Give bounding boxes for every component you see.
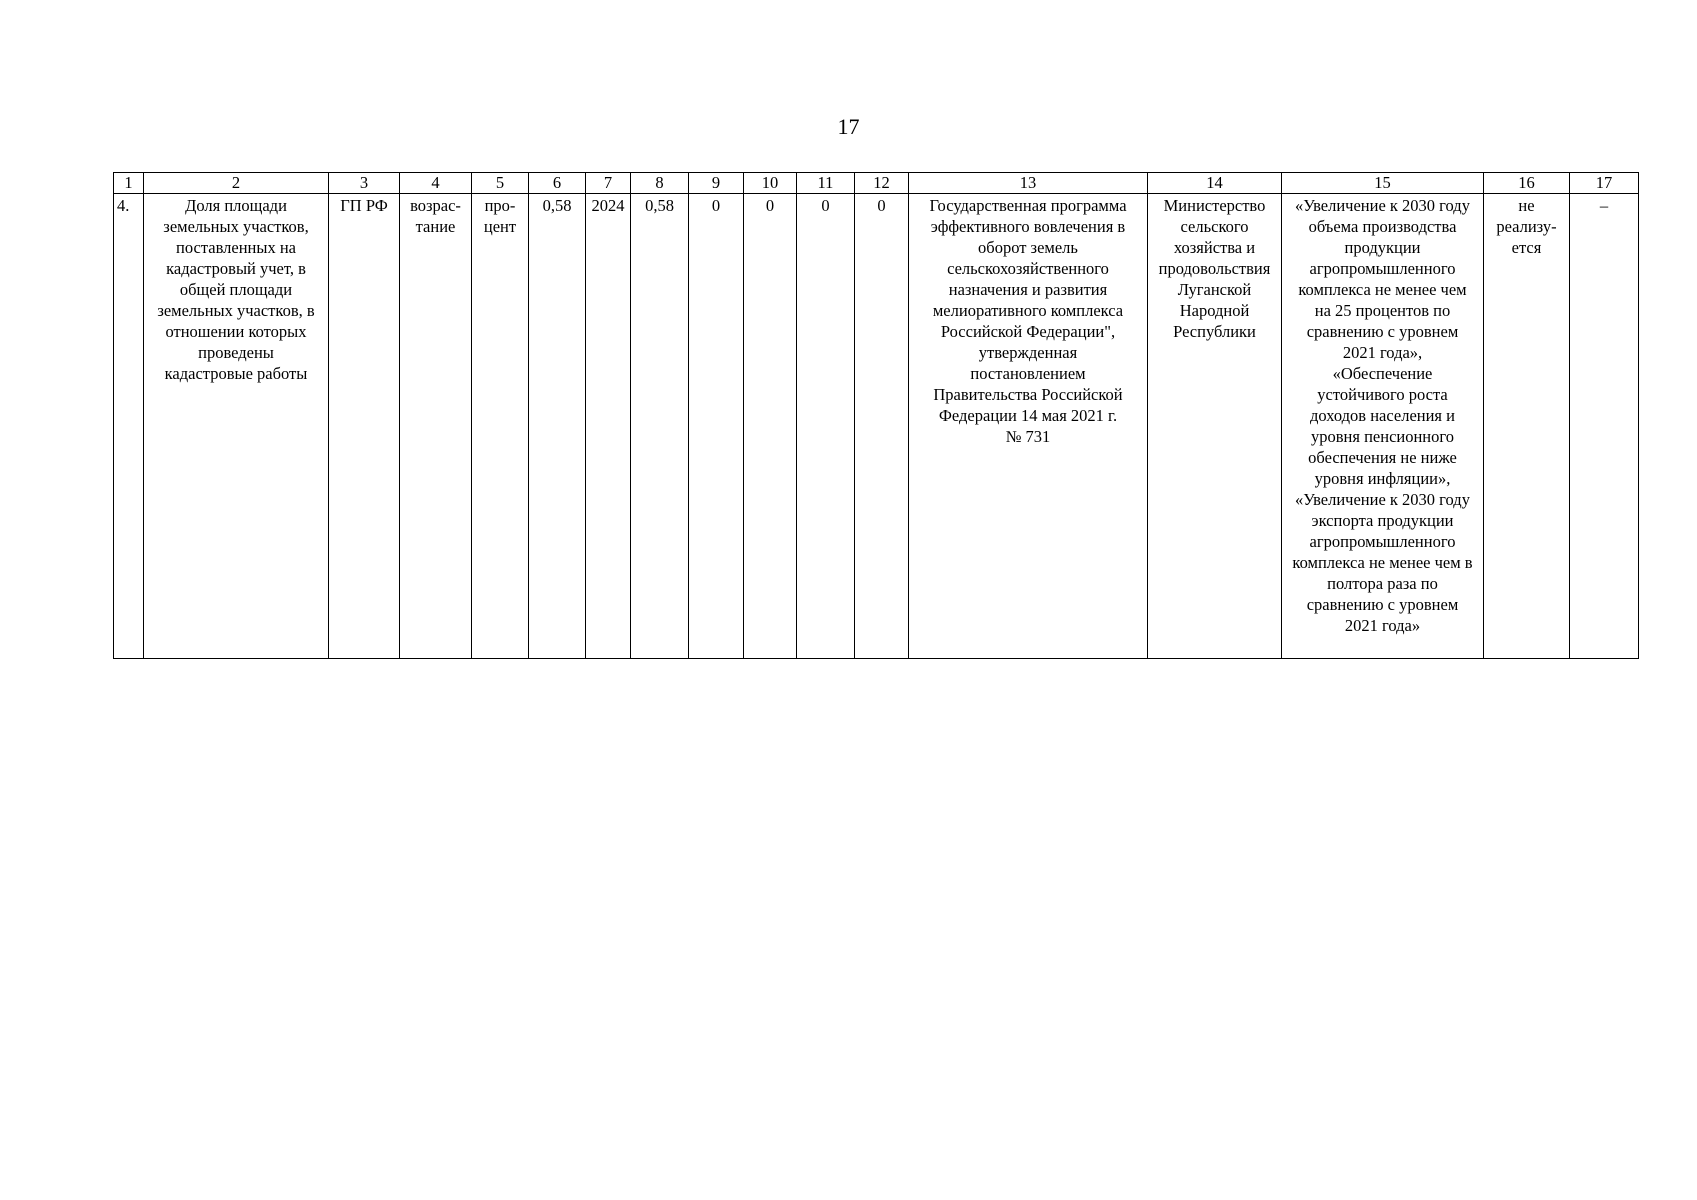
- value-cell: 0,58: [631, 194, 689, 659]
- column-number-header: 15: [1282, 173, 1484, 194]
- column-number-header: 17: [1570, 173, 1639, 194]
- column-number-header: 3: [329, 173, 400, 194]
- base-value-cell: 0,58: [529, 194, 586, 659]
- column-number-header: 7: [586, 173, 631, 194]
- value-cell: 0: [689, 194, 744, 659]
- header-row: [114, 173, 1639, 194]
- column-number-header: 12: [855, 173, 909, 194]
- column-number-header: 14: [1148, 173, 1282, 194]
- column-number-header: 4: [400, 173, 472, 194]
- level-cell: ГП РФ: [329, 194, 400, 659]
- row-number-cell: 4.: [114, 194, 144, 659]
- column-number-header: 11: [797, 173, 855, 194]
- table-row: [114, 194, 1639, 659]
- base-year-cell: 2024: [586, 194, 631, 659]
- value-cell: 0: [855, 194, 909, 659]
- value-cell: 0: [797, 194, 855, 659]
- indicator-name-cell: Доля площади земельных участков, поставленных на кадастровый учет, в общей площади земельных участков, в отношении которых проведены кадастровые работы: [144, 194, 329, 659]
- column-number-header: 2: [144, 173, 329, 194]
- page-number: 17: [837, 114, 860, 139]
- column-number-header: 9: [689, 173, 744, 194]
- document-cell: Государственная программа эффективного вовлечения в оборот земель сельскохозяйственного назначения и развития мелиоративного комплекса Российской Федерации", утвержденная постановлением Правительства Российской Федерации 14 мая 2021 г. № 731: [909, 194, 1148, 659]
- column-number-header: 5: [472, 173, 529, 194]
- column-number-header: 13: [909, 173, 1148, 194]
- column-number-header: 16: [1484, 173, 1570, 194]
- column-number-header: 1: [114, 173, 144, 194]
- indicators-table: [113, 172, 1639, 659]
- trend-cell: возрас- тание: [400, 194, 472, 659]
- note-cell: –: [1570, 194, 1639, 659]
- value-cell: 0: [744, 194, 797, 659]
- column-number-header: 6: [529, 173, 586, 194]
- goals-cell: «Увеличение к 2030 году объема производства продукции агропромышленного комплекса не менее чем на 25 процентов по сравнению с уровнем 2021 года», «Обеспечение устойчивого роста доходов населения и уровня пенсионного обеспечения не ниже уровня инфляции», «Увеличение к 2030 году экспорта продукции агропромышленного комплекса не менее чем в полтора раза по сравнению с уровнем 2021 года»: [1282, 194, 1484, 659]
- column-number-header: 10: [744, 173, 797, 194]
- status-cell: не реализу- ется: [1484, 194, 1570, 659]
- column-number-header: 8: [631, 173, 689, 194]
- responsible-cell: Министерство сельского хозяйства и продовольствия Луганской Народной Республики: [1148, 194, 1282, 659]
- unit-cell: про- цент: [472, 194, 529, 659]
